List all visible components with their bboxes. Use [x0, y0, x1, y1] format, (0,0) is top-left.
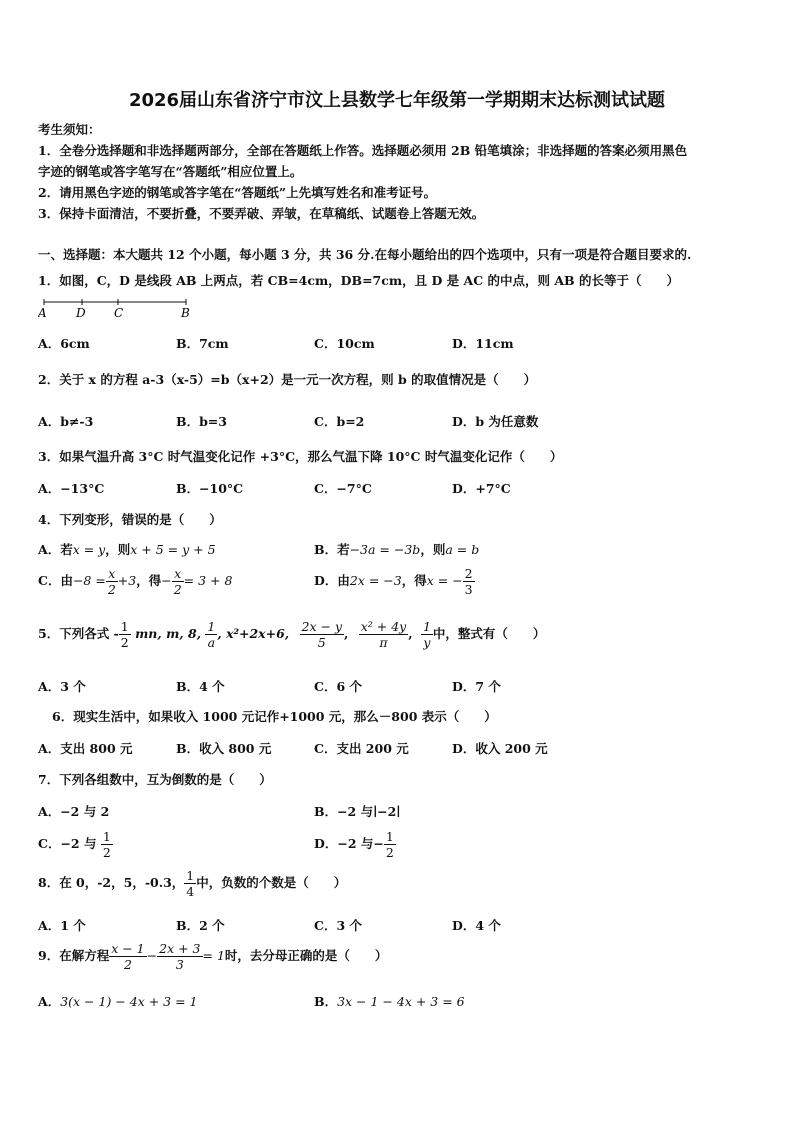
question-2-stem: 2．关于 x 的方程 a-3（x-5）=b（x+2）是一元一次方程，则 b 的取值情况是（ ） — [38, 372, 537, 387]
point-label-b: B — [181, 306, 190, 320]
q9-fraction-1 — [109, 941, 146, 972]
q5-option-a: A．3 个 — [38, 679, 86, 694]
q4-d-label: D．由 — [314, 573, 350, 588]
fraction-denominator: 2 — [107, 582, 116, 597]
fraction-denominator: y — [423, 635, 431, 650]
q6-option-b: B．收入 800 元 — [176, 741, 272, 756]
note-2: 2．请用黑色字迹的钢笔或答字笔在“答题纸”上先填写姓名和准考证号。 — [38, 185, 437, 200]
fraction-numerator: 1 — [207, 619, 216, 634]
fraction-numerator: x — [106, 566, 118, 582]
q2-option-b: B．b=3 — [176, 414, 227, 429]
q9-a-label: A． — [38, 994, 61, 1009]
q1-option-b: B．7cm — [176, 336, 229, 351]
question-5-stem: 5．下列各式 - $\frac{1}{2}$ mn, m, 8, $\frac{1}{a}$ , x²+2x+6, $\frac{2x - y}{5}$ , $\frac{\text{x² + 4y}}{\pi}$ , $\frac{1}{y}$ 中，整式有（ ） — [38, 619, 546, 650]
q8-option-a: A．1 个 — [38, 918, 86, 933]
q2-option-d: D．b 为任意数 — [452, 414, 539, 429]
q2-option-a: A．b≠-3 — [38, 414, 94, 429]
q5-fraction-1 — [119, 619, 131, 650]
q7-option-b: B．−2 与∣−2∣ — [314, 804, 401, 819]
q4-a-math2: x + 5 = y + 5 — [130, 542, 216, 557]
question-9-stem — [38, 941, 387, 972]
q4-b-math1: −3a = −3b — [349, 542, 421, 557]
fraction-numerator: 2x − y — [301, 619, 343, 634]
fraction-denominator: 2 — [120, 635, 129, 650]
fraction-numerator: 1 — [120, 619, 129, 634]
note-1a: 1．全卷分选择题和非选择题两部分，全部在答题纸上作答。选择题必须用 2B 铅笔填涂；非选择题的答案必须用黑色 — [38, 143, 688, 158]
q1-option-d: D．11cm — [452, 336, 514, 351]
q4-c-fraction-2 — [172, 566, 184, 597]
point-label-c: C — [114, 306, 124, 320]
q4-c-math1: −8 = — [72, 573, 106, 588]
q4-d-fraction — [463, 566, 475, 597]
q4-c-math2: +3 — [117, 573, 137, 588]
fraction-denominator: 2 — [123, 957, 132, 972]
q7-c-fraction — [101, 829, 113, 860]
q4-a-mid: ，则 — [105, 542, 131, 557]
q3-option-a: A．−13°C — [38, 481, 105, 496]
question-1-stem: 1．如图，C，D 是线段 AB 上两点，若 CB=4cm，DB=7cm，且 D 是 AC 的中点，则 AB 的长等于（ ） — [38, 273, 679, 288]
q9-option-b — [314, 992, 465, 1010]
point-label-d: D — [76, 306, 86, 320]
q4-option-a — [38, 540, 216, 558]
question-8-stem — [38, 868, 346, 899]
fraction-numerator: x² + 4y — [360, 619, 407, 634]
q3-option-d: D．+7°C — [452, 481, 511, 496]
fraction-denominator: 2 — [102, 845, 111, 860]
q6-option-c: C．支出 200 元 — [314, 741, 409, 756]
q6-option-a: A．支出 800 元 — [38, 741, 133, 756]
question-3-stem: 3．如果气温升高 3°C 时气温变化记作 +3°C，那么气温下降 10°C 时气温变化记作（ ） — [38, 449, 563, 464]
q5-fraction-2 — [205, 619, 217, 650]
q7-c-label: C．−2 与 — [38, 836, 97, 851]
fraction-denominator: a — [207, 635, 216, 650]
q8-suffix: 中，负数的个数是（ ） — [196, 875, 347, 890]
question-6-stem: 6．现实生活中，如果收入 1000 元记作+1000 元，那么－800 表示（ ） — [52, 709, 497, 724]
q8-option-b: B．2 个 — [176, 918, 225, 933]
fraction-denominator: 3 — [175, 957, 184, 972]
q4-d-math1: 2x = −3 — [349, 573, 402, 588]
fraction-denominator: 2 — [173, 582, 182, 597]
fraction-numerator: 2 — [464, 566, 473, 581]
question-4-stem: 4．下列变形，错误的是（ ） — [38, 512, 222, 527]
fraction-numerator: 2x + 3 — [159, 941, 201, 956]
q3-option-b: B．−10°C — [176, 481, 244, 496]
q7-option-d — [314, 829, 396, 860]
note-1b: 字迹的钢笔或答字笔写在“答题纸”相应位置上。 — [38, 164, 303, 179]
notes-heading: 考生须知： — [38, 122, 101, 137]
page-title: 2026届山东省济宁市汶上县数学七年级第一学期期末达标测试试题 — [128, 90, 666, 111]
q4-a-math1: x = y — [72, 542, 106, 557]
q7-d-label: D．−2 与− — [314, 836, 384, 851]
note-3: 3．保持卡面清洁，不要折叠，不要弄破、弄皱，在草稿纸、试题卷上答题无效。 — [38, 206, 485, 221]
q6-option-d: D．收入 200 元 — [452, 741, 548, 756]
q5-fraction-5 — [421, 619, 433, 650]
fraction-denominator: 3 — [464, 582, 473, 597]
q4-a-label: A．若 — [38, 542, 73, 557]
fraction-numerator: 1 — [385, 829, 394, 844]
fraction-numerator: 1 — [422, 619, 431, 634]
q4-option-b — [314, 540, 479, 558]
q5-option-b: B．4 个 — [176, 679, 225, 694]
q5-suffix: 中，整式有（ ） — [432, 626, 546, 641]
fraction-denominator: 5 — [317, 635, 326, 650]
q8-prefix: 8．在 0，-2，5，-0.3， — [38, 875, 185, 890]
q9-b-math: 3x − 1 − 4x + 3 = 6 — [337, 994, 465, 1009]
q4-c-fraction-1 — [106, 566, 118, 597]
q4-option-c — [38, 566, 232, 597]
q2-option-c: C．b=2 — [314, 414, 365, 429]
q4-b-mid: ，则 — [420, 542, 446, 557]
q5-terms-1: mn, m, 8, — [135, 626, 202, 641]
q5-prefix: 5．下列各式 - — [38, 626, 119, 641]
fraction-numerator: x — [172, 566, 184, 582]
point-label-a: A — [38, 306, 47, 320]
q3-option-c: C．−7°C — [314, 481, 372, 496]
q9-equals: = 1 — [202, 948, 225, 963]
fraction-denominator: 2 — [385, 845, 394, 860]
q9-minus: − — [146, 948, 158, 963]
q4-c-math3: − — [161, 573, 172, 588]
q9-fraction-2 — [157, 941, 202, 972]
q4-d-mid: ，得 — [401, 573, 427, 588]
q8-fraction — [184, 868, 196, 899]
q5-fraction-3 — [300, 619, 345, 650]
q9-a-math: 3(x − 1) − 4x + 3 = 1 — [60, 994, 198, 1009]
q9-b-label: B． — [314, 994, 338, 1009]
line-segment-diagram — [38, 294, 198, 320]
q4-d-math2: x = − — [426, 573, 463, 588]
q8-option-d: D．4 个 — [452, 918, 501, 933]
q1-option-c: C．10cm — [314, 336, 375, 351]
q4-c-mid: ，得 — [136, 573, 162, 588]
q4-option-d — [314, 566, 475, 597]
section-heading: 一、选择题：本大题共 12 个小题，每小题 3 分，共 36 分.在每小题给出的四个选项中，只有一项是符合题目要求的. — [38, 247, 692, 262]
q7-option-a: A．−2 与 2 — [38, 804, 110, 819]
q4-b-label: B．若 — [314, 542, 350, 557]
q9-prefix: 9．在解方程 — [38, 948, 110, 963]
q7-option-c — [38, 829, 113, 860]
fraction-numerator: x − 1 — [111, 941, 145, 956]
question-7-stem: 7．下列各组数中，互为倒数的是（ ） — [38, 772, 272, 787]
fraction-numerator: 1 — [186, 868, 195, 883]
q4-c-math4: = 3 + 8 — [183, 573, 233, 588]
fraction-denominator: π — [379, 635, 388, 650]
q5-fraction-4 — [359, 619, 409, 650]
q8-option-c: C．3 个 — [314, 918, 362, 933]
fraction-denominator: 4 — [186, 884, 195, 899]
q1-option-a: A．6cm — [38, 336, 90, 351]
q7-d-fraction — [384, 829, 396, 860]
q9-suffix: 时，去分母正确的是（ ） — [224, 948, 388, 963]
q4-b-math2: a = b — [445, 542, 480, 557]
q5-option-d: D．7 个 — [452, 679, 501, 694]
q5-option-c: C．6 个 — [314, 679, 362, 694]
q4-c-label: C．由 — [38, 573, 73, 588]
q9-option-a — [38, 992, 198, 1010]
fraction-numerator: 1 — [102, 829, 111, 844]
q5-terms-2: , x²+2x+6, — [217, 626, 290, 641]
